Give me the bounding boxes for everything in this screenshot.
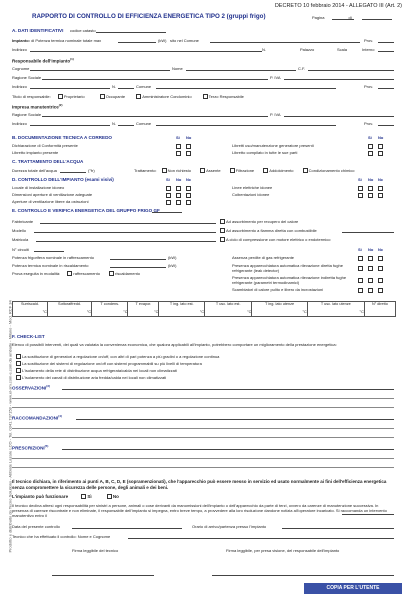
model-label: Modello — [12, 228, 27, 233]
e-indirect-yes[interactable] — [358, 278, 363, 283]
scala-label: Scala — [337, 47, 348, 52]
responsible-title: Responsabile dell'impianto$^{(1)}$ — [12, 57, 74, 64]
d-yes-right: Si — [358, 177, 362, 182]
observations-title: OSSERVAZIONI$^{(3)}$ — [12, 384, 50, 391]
f-item-2[interactable]: La sostituzione dei sistemi di regolazione on/off con sistemi programmabili su più livelli di temperatura — [16, 361, 202, 366]
treat-absent[interactable]: Assente — [200, 168, 220, 173]
d-room-no[interactable] — [176, 186, 181, 191]
col-tout-user[interactable]: T usc. lato utenze °C — [307, 302, 364, 317]
f-item-4[interactable]: L'isolamento dei canali di distribuzione aria fredda/calda nei locali non climatizzati — [16, 375, 166, 380]
d-insulation-yes[interactable] — [358, 193, 363, 198]
sign-tech-line[interactable] — [52, 575, 154, 576]
b-manuals-yes[interactable] — [368, 144, 373, 149]
section-c-title: C. TRATTAMENTO DELL'ACQUA — [12, 159, 84, 164]
e-gas-yes[interactable] — [358, 256, 363, 261]
maintainer-title: Impresa manutentrice$^{(2)}$ — [12, 103, 63, 110]
d-room-yes[interactable] — [166, 186, 171, 191]
page-number: Pagina di — [312, 15, 352, 20]
d-item-vent-free: Aperture di ventilazione libere da ostruzioni — [12, 199, 89, 204]
treat-chemical[interactable]: Condizionamento chimico — [303, 168, 355, 173]
e-indirect-nc[interactable] — [378, 278, 383, 283]
recommendations-title: RACCOMANDAZIONI$^{(4)}$ — [12, 414, 62, 421]
f-item-3[interactable]: L'isolamento della rete di distribuzione acqua refrigerata/calda nei locali non climatizzati — [16, 368, 177, 373]
b-conformity-yes[interactable] — [176, 144, 181, 149]
role-owner[interactable]: Proprietario — [58, 94, 85, 99]
b-item-booklet: Libretto impianto presente — [12, 150, 59, 155]
resp-prov-label: Prov. — [364, 84, 374, 89]
e-no: No — [368, 247, 374, 252]
check-indirect-detection: Presenza apparecchiatura automatica rilevazione indiretta fughe refrigerante (parametri termodinamici) — [232, 275, 347, 285]
e-opt-recovery[interactable]: Ad assorbimento per recupero del calore — [220, 219, 298, 224]
maint-prov-label: Prov. — [364, 121, 374, 126]
measurement-table — [12, 301, 396, 317]
b-yes-header: Si — [176, 135, 180, 140]
b-booklet-no[interactable] — [186, 151, 191, 156]
d-item-vent-size: Dimensioni aperture di ventilazione adeguate — [12, 192, 93, 197]
e-nc: Nc — [378, 247, 384, 252]
d-ventsize-nc[interactable] — [186, 193, 191, 198]
e-indirect-no[interactable] — [368, 278, 373, 283]
section-d-title: D. CONTROLLO DELL'IMPIANTO (esami visivi) — [12, 177, 114, 182]
page-title: RAPPORTO DI CONTROLLO DI EFFICIENZA ENERGETICA TIPO 2 (gruppi frigo) — [32, 13, 266, 20]
maint-n-label: N. — [112, 121, 116, 126]
d-yes: Si — [166, 177, 170, 182]
col-direct[interactable]: N° diretto — [364, 302, 395, 317]
section-b-title: B. DOCUMENTAZIONE TECNICA A CORREDO — [12, 135, 112, 140]
resp-comune-label: Comune — [136, 84, 152, 89]
col-subcool[interactable]: Sottoraffredd. °C — [47, 302, 91, 317]
can-work-row: L'impianto può funzionare Sì No — [12, 494, 119, 499]
e-exchanger-no[interactable] — [368, 288, 373, 293]
e-yes: Si — [358, 247, 362, 252]
imprint-text: Prodotto e distribuito da Tecno Solutions - Abbiate Lazare LCO - Tel. 0341.737158 - www.el-sm.com e.com da ambaity - Milano - Mod. RCF 34 — [7, 300, 13, 553]
f-intro: Elenco di possibili interventi, dei quali va valutata la convenienza economica, che qualora applicabili all'impianto, potrebbero comportare un miglioramento della prestazione energetica: — [12, 342, 337, 347]
section-f-title: F. CHECK-LIST — [12, 334, 45, 339]
maint-vat-label: P. IVA — [270, 112, 281, 117]
vertical-imprint — [0, 100, 13, 560]
serial-label: Matricola — [12, 237, 29, 242]
b-item-conformity: Dichiarazione di Conformità presente — [12, 143, 78, 148]
n-label: N. — [262, 47, 266, 52]
can-work-yes[interactable]: Sì — [81, 494, 91, 499]
sign-tech-label: Firma leggibile del tecnico — [72, 548, 119, 553]
d-insulation-nc[interactable] — [378, 193, 383, 198]
treatment-row: Trattamento: Non richiesto Assente Filtrazione Addolcimento Condizionamento chimico — [134, 168, 355, 173]
mode-cooling[interactable]: raffrescamento — [67, 271, 100, 276]
e-leak-no[interactable] — [368, 266, 373, 271]
d-nc: Nc — [186, 177, 192, 182]
hardness-unit: (°fr) — [88, 168, 95, 173]
b-conformity-no[interactable] — [186, 144, 191, 149]
sign-resp-label: Firma leggibile, per presa visione, del responsabile dell'impianto — [226, 548, 340, 553]
can-work-no[interactable]: No — [107, 494, 119, 499]
e-exchanger-nc[interactable] — [378, 288, 383, 293]
d-item-electric: Linee elettriche idonee — [232, 185, 273, 190]
surname-label: Cognome — [12, 66, 30, 71]
d-no-right: No — [368, 177, 374, 182]
d-ventfree-no[interactable] — [176, 200, 181, 205]
role-third[interactable]: Terzo Responsabile — [203, 94, 244, 99]
d-room-nc[interactable] — [186, 186, 191, 191]
resp-n-label: N. — [112, 84, 116, 89]
b-complete-yes[interactable] — [368, 151, 373, 156]
role-row: Titolo di responsabile: Proprietario Occupante Amministratore Condominio Terzo Responsabile — [12, 94, 244, 99]
d-no: No — [176, 177, 182, 182]
mode-heating[interactable]: riscaldamento — [109, 271, 140, 276]
section-a-title: A. DATI IDENTIFICATIVI — [12, 28, 64, 33]
d-item-insulation: Coibentazioni idonee — [232, 192, 270, 197]
b-no-header-right: No — [378, 135, 384, 140]
d-ventfree-yes[interactable] — [166, 200, 171, 205]
d-ventsize-yes[interactable] — [166, 193, 171, 198]
col-tcond[interactable]: T condens. °C — [92, 302, 128, 317]
d-electric-no[interactable] — [368, 186, 373, 191]
date-label: Data del presente controllo — [12, 524, 60, 529]
maint-company-label: Ragione Sociale — [12, 112, 42, 117]
d-insulation-no[interactable] — [368, 193, 373, 198]
circuits-label: N° circuiti — [12, 247, 29, 252]
palazzo-label: Palazzo — [300, 47, 315, 52]
plant-row: Impianto: di Potenza termica nominale totale max — [12, 38, 102, 43]
arrival-label: Orario di arrivo/partenza presso l'impianto — [192, 524, 267, 529]
e-exchanger-yes[interactable] — [358, 288, 363, 293]
cooling-power-label: Potenza frigorifera nominale in raffrescamento — [12, 255, 94, 260]
e-leak-yes[interactable] — [358, 266, 363, 271]
role-admin[interactable]: Amministratore Condominio — [136, 94, 191, 99]
b-item-manuals: Libretti uso/manutenzione generatore presenti — [232, 143, 314, 148]
col-tout-ext[interactable]: T usc. lato est. °C — [205, 302, 252, 317]
d-nc-right: Nc — [378, 177, 384, 182]
mode-row: Prova eseguita in modalità: raffrescamento riscaldamento — [12, 271, 141, 276]
b-booklet-yes[interactable] — [176, 151, 181, 156]
b-complete-no[interactable] — [378, 151, 383, 156]
maint-address-label: Indirizzo — [12, 121, 27, 126]
cooling-kw: (kW) — [168, 255, 177, 260]
check-gas-leak: Assenza perdite di gas refrigerante — [232, 255, 295, 260]
d-item-room: Locale di installazione idoneo — [12, 185, 65, 190]
d-electric-nc[interactable] — [378, 186, 383, 191]
e-opt-flame[interactable]: Ad assorbimento a fiamma diretta con combustibile — [220, 228, 317, 233]
e-gas-nc[interactable] — [378, 256, 383, 261]
kw-unit: (kW) — [158, 38, 167, 43]
e-opt-compression[interactable]: A ciclo di compressione con motore elettrico o endotermico — [220, 237, 331, 242]
maint-comune-label: Comune — [136, 121, 152, 126]
b-item-complete: Libretto compilato in tutte le sue parti — [232, 150, 298, 155]
check-leak-detector: Presenza apparecchiatura automatica rilevazione diretta fughe refrigerante (leak detector) — [232, 263, 343, 273]
sign-resp-line[interactable] — [212, 575, 394, 576]
resp-address-label: Indirizzo — [12, 84, 27, 89]
col-tevap[interactable]: T evapor. °C — [128, 302, 159, 317]
section-e-title: E. CONTROLLO E VERIFICA ENERGETICA DEL GRUPPO FRIGO GF — [12, 208, 160, 213]
b-no-header: No — [186, 135, 192, 140]
decree-header: DECRETO 10 febbraio 2014 - ALLEGATO III (Art. 2) — [274, 3, 402, 9]
cf-label: C.F. — [298, 66, 306, 71]
treat-none[interactable]: Non richiesto — [162, 168, 191, 173]
e-leak-nc[interactable] — [378, 266, 383, 271]
f-item-1[interactable]: La sostituzione di generatori a regolazione on/off, con altri di pari potenza a più gradini o a regolazione continua — [16, 354, 219, 359]
treat-filter[interactable]: Filtrazione — [230, 168, 254, 173]
role-occupant[interactable]: Occupante — [100, 94, 125, 99]
hardness-label: Durezza totale dell'acqua — [12, 168, 57, 173]
declaration-text: Il tecnico dichiara, in riferimento ai punti A, B, C, D, E (sopramenzionati), che l'apparecchio può essere messo in servizio ed usato normalmente ai fini dell'efficienza energetica senza compromettere la sicurezza delle persone, degli animali e dei beni. — [12, 479, 387, 490]
interno-label: Interno — [362, 47, 375, 52]
prescriptions-title: PRESCRIZIONI$^{(5)}$ — [12, 444, 49, 451]
heating-power-label: Potenza termica nominale in riscaldamento — [12, 263, 89, 268]
col-superheat[interactable]: Surriscald. °C — [13, 302, 48, 317]
cadastre-label: codice catasto — [70, 28, 96, 33]
e-gas-no[interactable] — [368, 256, 373, 261]
address-label: Indirizzo — [12, 47, 27, 52]
treat-soften[interactable]: Addolcimento — [263, 168, 293, 173]
name-label: Nome — [172, 66, 183, 71]
site-label: sito nel Comune — [170, 38, 199, 43]
check-exchanger: Scambiatori di calore pulito e libero da incrostazioni — [232, 287, 324, 292]
technician-label: Tecnico che ha effettuato il controllo: Nome e Cognome — [12, 534, 111, 539]
manufacturer-label: Fabbricante — [12, 219, 34, 224]
b-manuals-no[interactable] — [378, 144, 383, 149]
copy-for-user-banner: COPIA PER L'UTENTE — [304, 583, 402, 594]
d-ventsize-no[interactable] — [176, 193, 181, 198]
heating-kw: (kW) — [168, 263, 177, 268]
col-tin-ext[interactable]: T ing. lato est. °C — [159, 302, 205, 317]
d-ventfree-nc[interactable] — [186, 200, 191, 205]
prov-label: Prov. — [364, 38, 374, 43]
vat-label: P. IVA — [270, 75, 281, 80]
company-label: Ragione Sociale — [12, 75, 42, 80]
d-electric-yes[interactable] — [358, 186, 363, 191]
b-yes-header-right: Si — [368, 135, 372, 140]
notice-text: Il tecnico declina altresì ogni responsabilità per sinistri a persone, animali o cose derivanti da manomissioni dell'impianto o dell'apparecchio da parte di terzi, ovvero da carenze di manutenzione successiva. In presenza di carenze riscontrate e non eliminate, il responsabile dell'impianto si impegna, entro breve tempo, a provvedere alla loro risoluzione dandone notizia all'operatore incaricato. Si raccomanda un intervento manutentivo entro il — [12, 503, 387, 518]
col-tin-user[interactable]: T ing. lato utenze °C — [252, 302, 307, 317]
